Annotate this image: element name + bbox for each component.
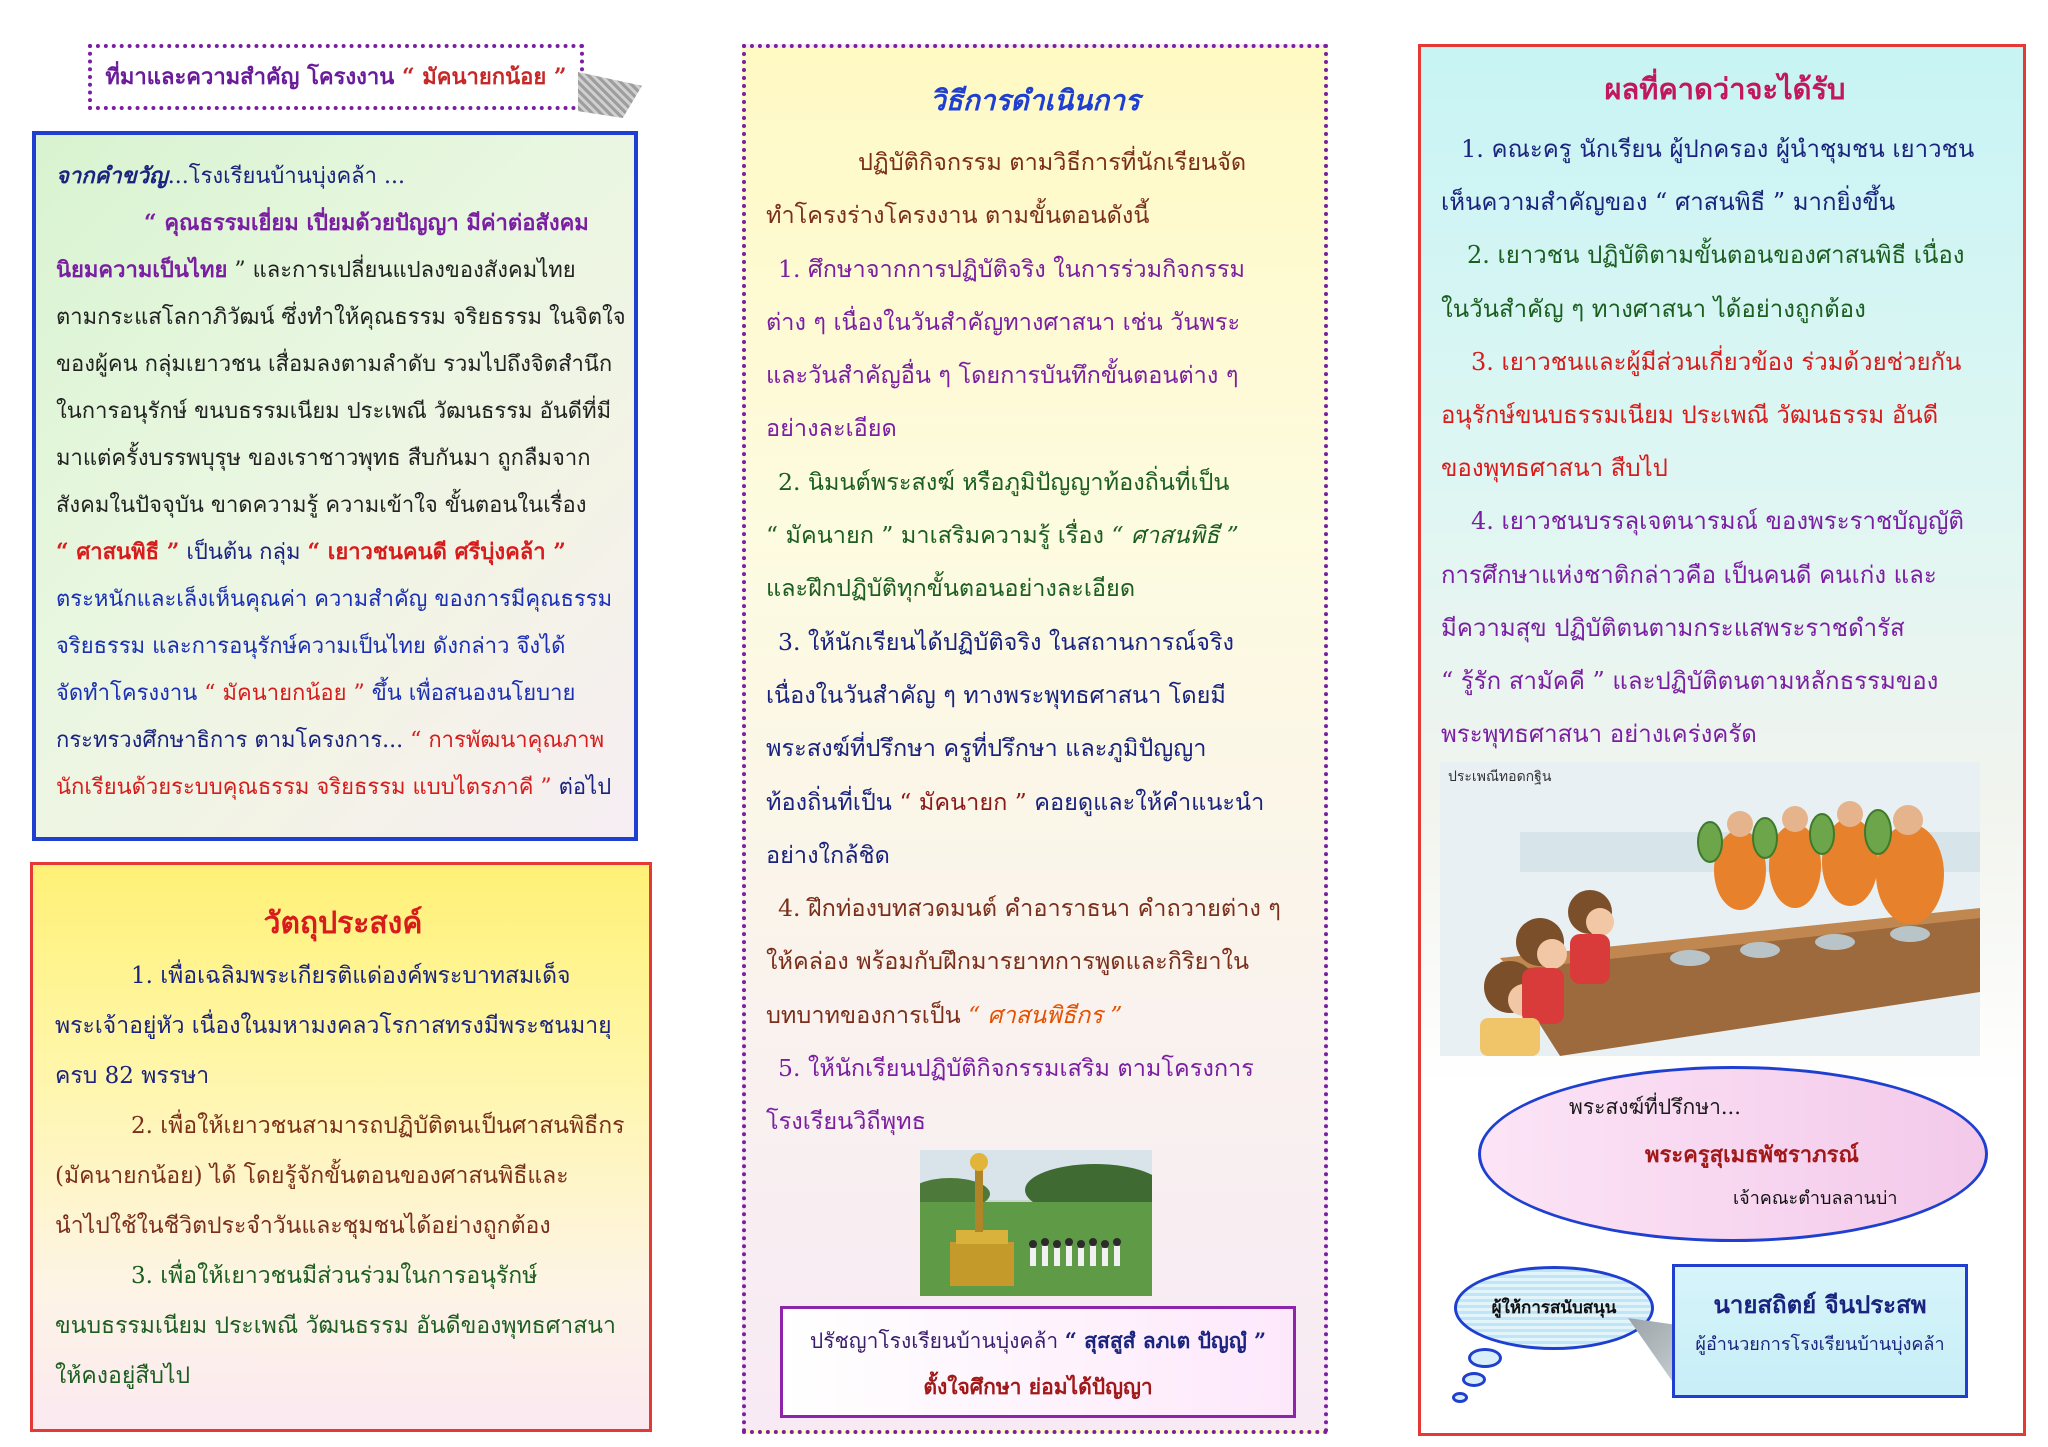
origin-text: ตามกระแสโลกาภิวัฒน์ ซึ่งทำให้คุณธรรม จริยธรรม ในจิตใจ: [56, 305, 626, 330]
origin-text: ของผู้คน กลุ่มเยาวชน เสื่อมลงตามลำดับ รวมไปถึงจิตสำนึก: [56, 352, 613, 377]
director-role: ผู้อำนวยการโรงเรียนบ้านบุ่งคล้า: [1695, 1334, 1945, 1355]
origin-text: เป็นต้น กลุ่ม: [179, 540, 308, 565]
result-item: 1. คณะครู นักเรียน ผู้ปกครอง ผู้นำชุมชน เยาวชน: [1461, 135, 1975, 163]
philosophy-label: ปรัชญาโรงเรียนบ้านบุ่งคล้า: [809, 1329, 1065, 1353]
origin-text: ต่อไป: [551, 775, 612, 800]
method-step: ให้คล่อง พร้อมกับฝึกมารยาทการพูดและกิริยาใน: [766, 947, 1250, 976]
method-step: และวันสำคัญอื่น ๆ โดยการบันทึกขั้นตอนต่าง ๆ: [766, 361, 1239, 390]
advisor-label: พระสงฆ์ที่ปรึกษา...: [1569, 1095, 1741, 1119]
school-activity-photo: [920, 1150, 1152, 1296]
thought-bubble-dot: [1462, 1372, 1486, 1387]
ceremony-term: “ ศาสนพิธี ”: [56, 539, 180, 565]
objective-section: [30, 862, 652, 1432]
method-title: วิธีการดำเนินการ: [930, 84, 1140, 117]
result-item: เห็นความสำคัญของ “ ศาสนพิธี ” มากยิ่งขึ้น: [1441, 188, 1896, 217]
result-item: อนุรักษ์ขนบธรรมเนียม ประเพณี วัฒนธรรม อันดี: [1441, 401, 1939, 430]
advisor-name: พระครูสุเมธพัชราภรณ์: [1645, 1142, 1859, 1168]
result-item: มีความสุข ปฏิบัติตนตามกระแสพระราชดำรัส: [1441, 613, 1905, 642]
program-name-end: นักเรียนด้วยระบบคุณธรรม จริยธรรม แบบไตรภาคี ”: [56, 775, 552, 800]
method-step: คอยดูและให้คำแนะนำ: [1026, 787, 1265, 816]
objective-title: วัตถุประสงค์: [263, 906, 423, 941]
result-item: 4. เยาวชนบรรลุเจตนารมณ์ ของพระราชบัญญัติ: [1471, 507, 1965, 536]
objective-item: 3. เพื่อให้เยาวชนมีส่วนร่วมในการอนุรักษ์: [131, 1263, 538, 1289]
origin-text: มาแต่ครั้งบรรพบุรุษ ของเราชาวพุทธ สืบกันมา ถูกลืมจาก: [56, 446, 591, 471]
results-title: ผลที่คาดว่าจะได้รับ: [1604, 72, 1846, 106]
origin-text: จัดทำโครงงาน: [56, 681, 205, 706]
method-step: บทบาทของการเป็น: [766, 1000, 969, 1029]
method-intro: ปฏิบัติกิจกรรม ตามวิธีการที่นักเรียนจัด: [858, 148, 1247, 176]
origin-text: สังคมในปัจจุบัน ขาดความรู้ ความเข้าใจ ขั้นตอนในเรื่อง: [56, 493, 587, 518]
origin-text: ในการอนุรักษ์ ขนบธรรมเนียม ประเพณี วัฒนธรรม อันดีที่มี: [56, 399, 612, 424]
method-step: ต่าง ๆ เนื่องในวันสำคัญทางศาสนา เช่น วันพระ: [766, 307, 1241, 336]
method-step: “ มัคนายก ” มาเสริมความรู้ เรื่อง: [766, 521, 1112, 550]
result-item: “ รู้รัก สามัคคี ” และปฏิบัติตนตามหลักธรรมของ: [1441, 667, 1939, 696]
result-item: 3. เยาวชนและผู้มีส่วนเกี่ยวข้อง ร่วมด้วยช่วยกัน: [1471, 347, 1962, 376]
method-step: ท้องถิ่นที่เป็น: [766, 787, 900, 816]
origin-text: ขึ้น เพื่อสนองนโยบาย: [364, 681, 576, 706]
method-step: โรงเรียนวิถีพุทธ: [766, 1107, 926, 1136]
method-step-emphasis: “ มัคนายก ”: [899, 787, 1027, 816]
objective-item: พระเจ้าอยู่หัว เนื่องในมหามงคลวโรกาสทรงมีพระชนมายุ: [55, 1013, 612, 1039]
origin-section: [32, 131, 638, 841]
result-item: ของพุทธศาสนา สืบไป: [1441, 454, 1668, 483]
origin-title-prefix: ที่มาและความสำคัญ โครงงาน: [105, 64, 402, 90]
objective-item: ให้คงอยู่สืบไป: [55, 1363, 191, 1389]
result-item: พระพุทธศาสนา อย่างเคร่งครัด: [1441, 720, 1757, 749]
result-item: การศึกษาแห่งชาติกล่าวคือ เป็นคนดี คนเก่ง และ: [1441, 560, 1937, 589]
thought-bubble-dot: [1452, 1392, 1468, 1403]
method-step-emphasis: “ ศาสนพิธีกร ”: [968, 1000, 1123, 1029]
objective-item: ครบ 82 พรรษา: [55, 1063, 210, 1089]
objective-item: 2. เพื่อให้เยาวชนสามารถปฏิบัติตนเป็นศาสนพิธีกร: [131, 1113, 625, 1139]
objective-item: ขนบธรรมเนียม ประเพณี วัฒนธรรม อันดีของพุทธศาสนา: [55, 1313, 616, 1339]
method-step: เนื่องในวันสำคัญ ๆ ทางพระพุทธศาสนา โดยมี: [766, 680, 1226, 709]
thought-bubble-dot: [1468, 1348, 1502, 1368]
origin-text: ” และการเปลี่ยนแปลงของสังคมไทย: [227, 258, 576, 283]
result-item: ในวันสำคัญ ๆ ทางศาสนา ได้อย่างถูกต้อง: [1441, 294, 1866, 323]
method-step-emphasis: “ ศาสนพิธี ”: [1111, 521, 1239, 550]
director-card: [1672, 1264, 1968, 1398]
method-step: 1. ศึกษาจากการปฏิบัติจริง ในการร่วมกิจกรรม: [778, 254, 1246, 283]
philosophy-pali: “ สุสสูสํ ลภเต ปัญญํ ”: [1064, 1328, 1267, 1353]
director-name: นายสถิตย์ จีนประสพ: [1713, 1290, 1927, 1319]
tag-ribbon-decoration: [578, 72, 642, 118]
supporter-thought-bubble: [1454, 1266, 1654, 1350]
advisor-role: เจ้าคณะตำบลลานบ่า: [1733, 1188, 1898, 1209]
method-intro: ทำโครงร่างโครงงาน ตามขั้นตอนดังนี้: [766, 201, 1150, 230]
program-name: “ การพัฒนาคุณภาพ: [410, 728, 605, 753]
origin-text: ...โรงเรียนบ้านบุ่งคล้า ...: [167, 164, 405, 189]
method-step: 3. ให้นักเรียนได้ปฏิบัติจริง ในสถานการณ์จริง: [778, 627, 1235, 656]
method-step: พระสงฆ์ที่ปรึกษา ครูที่ปรึกษา และภูมิปัญญา: [766, 734, 1207, 763]
philosophy-meaning: ตั้งใจศึกษา ย่อมได้ปัญญา: [923, 1374, 1153, 1399]
kathin-ceremony-drawing: [1440, 762, 1980, 1056]
method-step: 5. ให้นักเรียนปฏิบัติกิจกรรมเสริม ตามโครงการ: [778, 1054, 1254, 1083]
method-step: และฝึกปฏิบัติทุกขั้นตอนอย่างละเอียด: [766, 574, 1136, 603]
origin-title-highlight: “ มัคนายกน้อย ”: [401, 64, 567, 90]
result-item: 2. เยาวชน ปฏิบัติตามขั้นตอนของศาสนพิธี เนื่อง: [1467, 241, 1965, 270]
method-step: อย่างละเอียด: [766, 414, 897, 443]
illustration-caption: ประเพณีทอดกฐิน: [1448, 769, 1552, 785]
origin-text: จริยธรรม และการอนุรักษ์ความเป็นไทย ดังกล่าว จึงได้: [56, 634, 566, 659]
monk-advisor-bubble: [1478, 1066, 1988, 1242]
method-step: อย่างใกล้ชิด: [766, 840, 890, 869]
supporter-label: ผู้ให้การสนับสนุน: [1491, 1298, 1617, 1317]
objective-item: (มัคนายกน้อย) ได้ โดยรู้จักขั้นตอนของศาสนพิธีและ: [55, 1163, 569, 1189]
origin-text: ตระหนักและเล็งเห็นคุณค่า ความสำคัญ ของการมีคุณธรรม: [56, 587, 613, 612]
kathin-ceremony-illustration: [1440, 762, 1980, 1056]
school-motto: “ คุณธรรมเยี่ยม เปี่ยมด้วยปัญญา มีค่าต่อสังคม: [144, 210, 589, 236]
school-philosophy: [780, 1306, 1296, 1418]
origin-text: กระทรวงศึกษาธิการ ตามโครงการ...: [56, 728, 411, 753]
school-activity-illustration: [920, 1150, 1152, 1296]
origin-title-tag: [88, 44, 584, 110]
objective-item: นำไปใช้ในชีวิตประจำวันและชุมชนได้อย่างถูกต้อง: [55, 1213, 551, 1239]
school-motto-end: นิยมความเป็นไทย: [56, 257, 228, 283]
project-name: “ มัคนายกน้อย ”: [204, 681, 365, 706]
objective-item: 1. เพื่อเฉลิมพระเกียรติแด่องค์พระบาทสมเด็จ: [131, 963, 571, 989]
method-step: 4. ฝึกท่องบทสวดมนต์ คำอาราธนา คำถวายต่าง ๆ: [778, 894, 1281, 923]
youth-group-name: “ เยาวชนคนดี ศรีบุ่งคล้า ”: [307, 539, 566, 565]
method-step: 2. นิมนต์พระสงฆ์ หรือภูมิปัญญาท้องถิ่นที่เป็น: [778, 467, 1230, 496]
motto-label: จากคำขวัญ: [56, 163, 168, 189]
